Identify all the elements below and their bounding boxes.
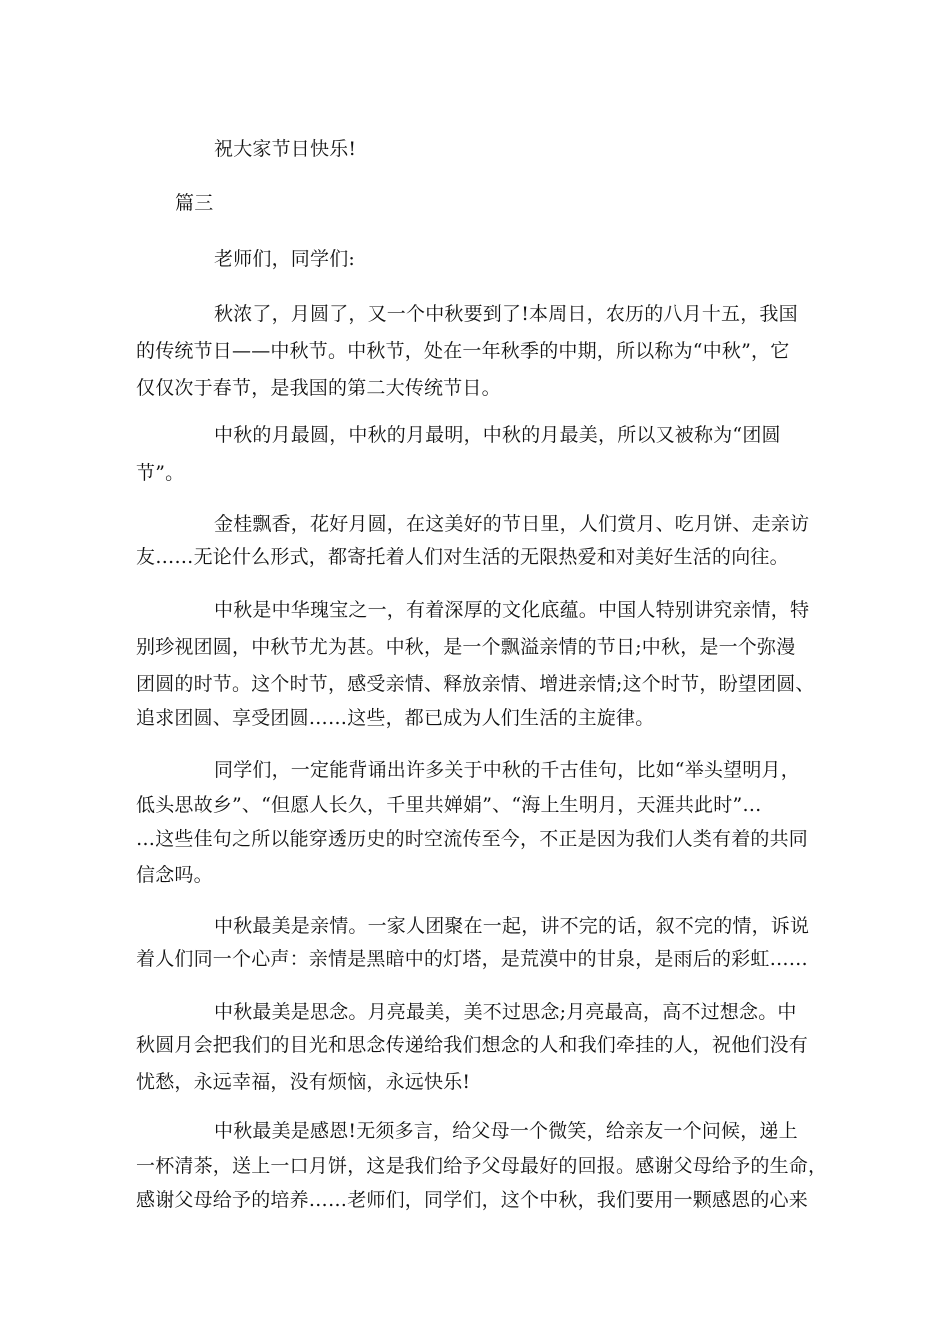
paragraph-line: 秋圆月会把我们的目光和思念传递给我们想念的人和我们牵挂的人，祝他们没有 (136, 1034, 809, 1056)
paragraph-line: 中秋的月最圆，中秋的月最明，中秋的月最美，所以又被称为“团圆 (214, 424, 781, 446)
salutation: 老师们，同学们: (214, 248, 356, 270)
paragraph-line: 中秋最美是感恩!无须多言，给父母一个微笑，给亲友一个问候，递上 (214, 1120, 798, 1142)
paragraph-line: 秋浓了，月圆了，又一个中秋要到了!本周日，农历的八月十五，我国 (214, 303, 798, 325)
paragraph-line: 金桂飘香，花好月圆，在这美好的节日里，人们赏月、吃月饼、走亲访 (214, 513, 810, 535)
paragraph-line: 别珍视团圆，中秋节尤为甚。中秋，是一个飘溢亲情的节日;中秋，是一个弥漫 (136, 636, 796, 658)
paragraph-line: 中秋最美是思念。月亮最美，美不过思念;月亮最高，高不过想念。中 (214, 1001, 797, 1023)
paragraph-line: 的传统节日——中秋节。中秋节，处在一年秋季的中期，所以称为“中秋”，它 (136, 340, 790, 362)
paragraph-line: 团圆的时节。这个时节，感受亲情、释放亲情、增进亲情;这个时节，盼望团圆、 (136, 673, 815, 695)
paragraph-line: 忧愁，永远幸福，没有烦恼，永远快乐! (136, 1071, 471, 1093)
paragraph-line: 友……无论什么形式，都寄托着人们对生活的无限热爱和对美好生活的向往。 (136, 546, 789, 568)
paragraph-line: 信念吗。 (136, 864, 213, 886)
paragraph-line: 同学们，一定能背诵出许多关于中秋的千古佳句，比如“举头望明月， (214, 759, 800, 781)
paragraph-line: 感谢父母给予的培养……老师们，同学们，这个中秋，我们要用一颗感恩的心来 (136, 1189, 809, 1211)
section-title: 篇三 (175, 192, 214, 214)
paragraph-line: 着人们同一个心声：亲情是黑暗中的灯塔，是荒漠中的甘泉，是雨后的彩虹…… (136, 948, 809, 970)
paragraph-line: 中秋是中华瑰宝之一，有着深厚的文化底蕴。中国人特别讲究亲情，特 (214, 599, 810, 621)
paragraph-line: 仅仅次于春节，是我国的第二大传统节日。 (136, 377, 501, 399)
paragraph-line: 追求团圆、享受团圆……这些，都已成为人们生活的主旋律。 (136, 707, 655, 729)
paragraph-line: 低头思故乡”、“但愿人长久，千里共婵娟”、“海上生明月，天涯共此时”… (136, 794, 762, 816)
paragraph-line: 中秋最美是亲情。一家人团聚在一起，讲不完的话，叙不完的情，诉说 (214, 915, 810, 937)
paragraph-line: …这些佳句之所以能穿透历史的时空流传至今，不正是因为我们人类有着的共同 (136, 828, 809, 850)
closing-greeting: 祝大家节日快乐! (214, 138, 357, 160)
paragraph-line: 节”。 (136, 462, 185, 484)
paragraph-line: 一杯清茶，送上一口月饼，这是我们给予父母最好的回报。感谢父母给予的生命， (136, 1155, 828, 1177)
